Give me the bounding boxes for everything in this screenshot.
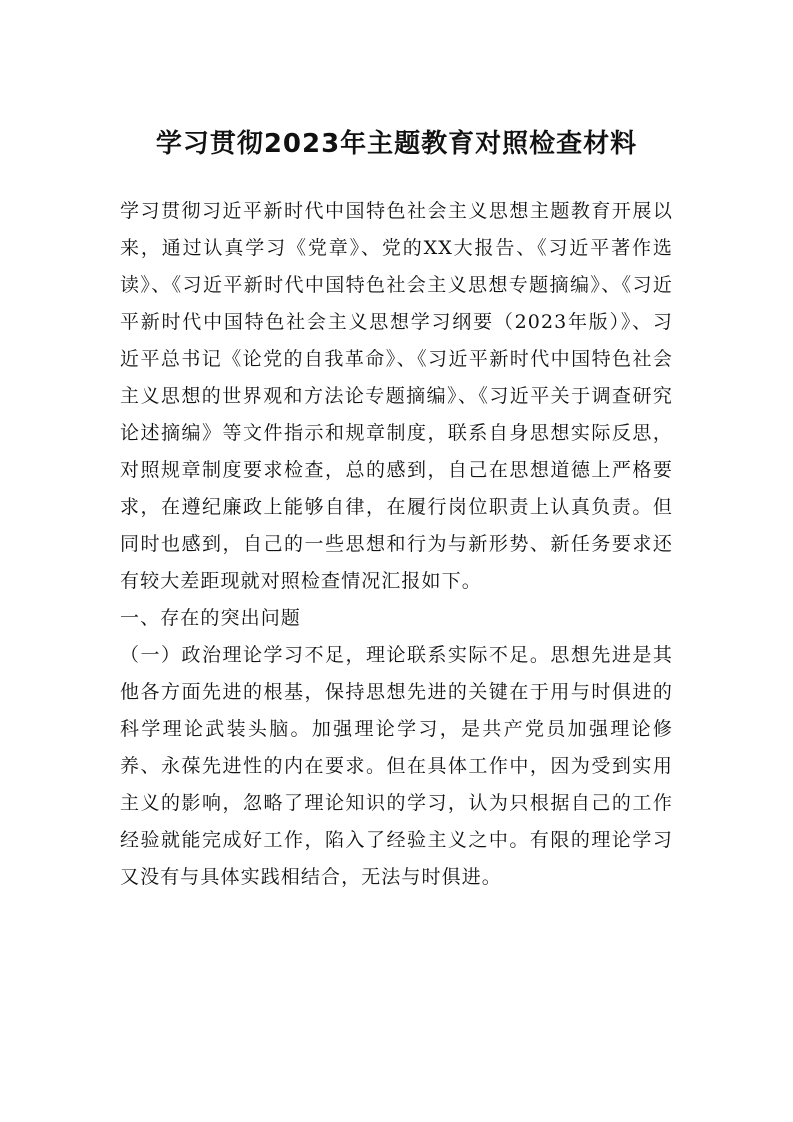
- document-body: [120, 193, 673, 896]
- section-heading: 一、存在的突出问题: [120, 607, 301, 629]
- point-one-paragraph: （一）政治理论学习不足，理论联系实际不足。思想先进是其他各方面先进的根基，保持思想先进的关键在于用与时俱进的科学理论武装头脑。加强理论学习，是共产党员加强理论修养、永葆先进性的内在要求。但在具体工作中，因为受到实用主义的影响，忽略了理论知识的学习，认为只根据自己的工作经验就能完成好工作，陷入了经验主义之中。有限的理论学习又没有与具体实践相结合，无法与时俱进。: [120, 644, 673, 888]
- document-title: 学习贯彻2023年主题教育对照检查材料: [155, 129, 638, 159]
- intro-paragraph: 学习贯彻习近平新时代中国特色社会主义思想主题教育开展以来，通过认真学习《党章》、党的XX大报告、《习近平著作选读》、《习近平新时代中国特色社会主义思想专题摘编》、《习近平新时代中国特色社会主义思想学习纲要（2023年版）》、习近平总书记《论党的自我革命》、《习近平新时代中国特色社会主义思想的世界观和方法论专题摘编》、《习近平关于调查研究论述摘编》等文件指示和规章制度，联系自身思想实际反思，对照规章制度要求检查，总的感到，自己在思想道德上严格要求，在遵纪廉政上能够自律，在履行岗位职责上认真负责。但同时也感到，自己的一些思想和行为与新形势、新任务要求还有较大差距现就对照检查情况汇报如下。: [120, 200, 673, 592]
